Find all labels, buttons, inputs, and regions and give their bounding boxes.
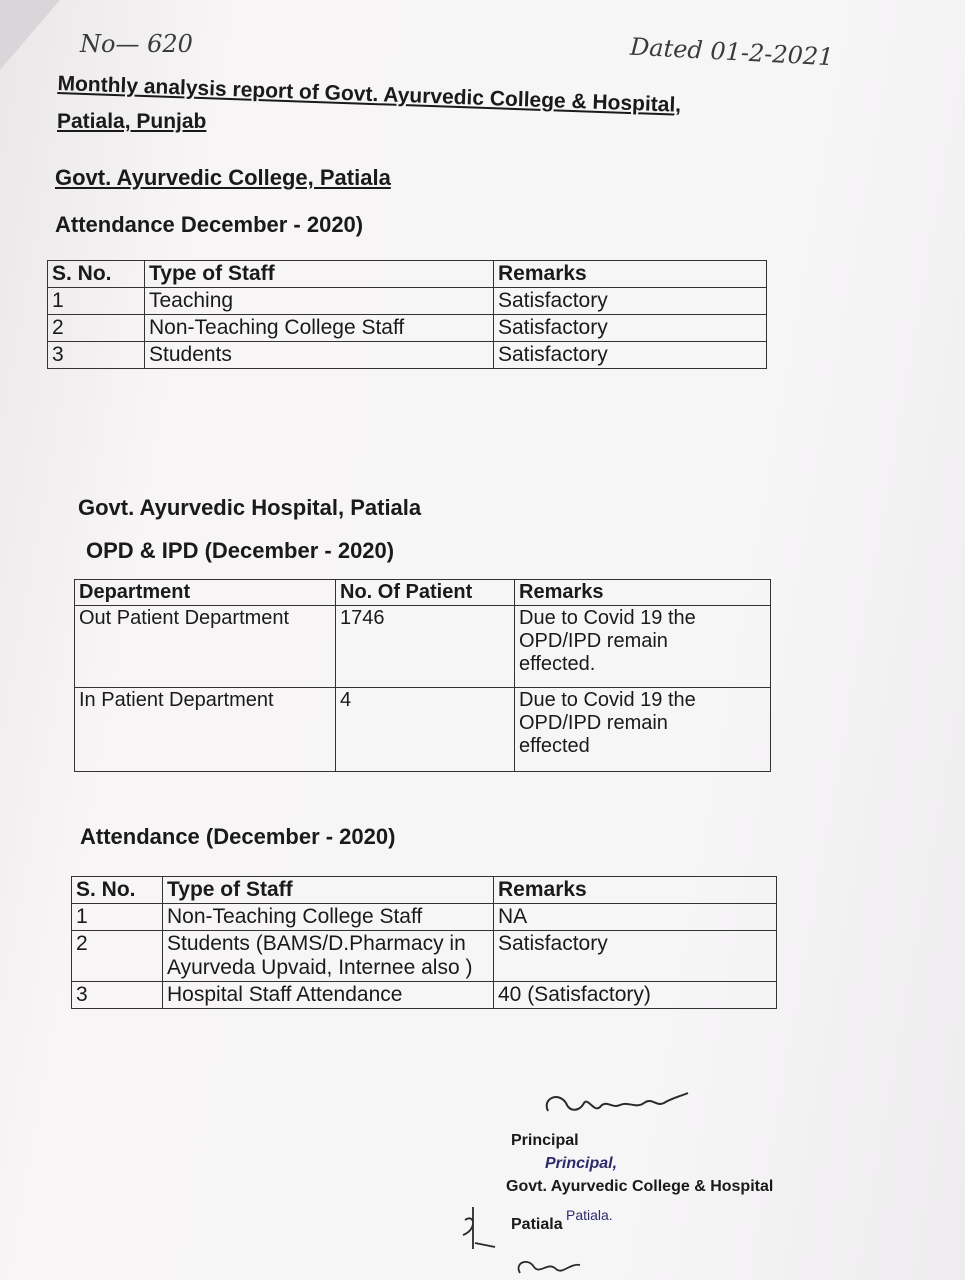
opd-ipd-heading: OPD & IPD (December - 2020) — [86, 538, 395, 563]
col-sno: S. No. — [48, 261, 145, 288]
cell-sno: 3 — [48, 342, 145, 369]
col-type: Type of Staff — [163, 877, 494, 904]
handwritten-ref-no: No— 620 — [80, 30, 193, 58]
initials-scribble — [455, 1205, 505, 1255]
cell-remarks: 40 (Satisfactory) — [494, 982, 777, 1009]
cell-sno: 2 — [48, 315, 145, 342]
cell-sno: 1 — [48, 288, 145, 315]
stamp-city: Patiala. — [566, 1207, 613, 1223]
cell-remarks: NA — [494, 904, 777, 931]
college-heading: Govt. Ayurvedic College, Patiala — [55, 165, 391, 190]
type-line: Ayurveda Upvaid, Internee also ) — [167, 956, 473, 979]
cell-type: Teaching — [145, 288, 494, 315]
hospital-attendance-heading: Attendance (December - 2020) — [80, 824, 396, 849]
cell-department: In Patient Department — [75, 688, 336, 772]
table-row — [48, 315, 767, 342]
stamp-title: Principal, — [545, 1155, 618, 1172]
table-header-row — [72, 877, 777, 904]
cell-type: Non-Teaching College Staff — [145, 315, 494, 342]
cell-remarks: Satisfactory — [494, 288, 767, 315]
cell-sno: 1 — [72, 904, 163, 931]
remarks-line: OPD/IPD remain — [519, 712, 668, 734]
col-sno: S. No. — [72, 877, 163, 904]
remarks-line: effected — [519, 735, 590, 757]
col-department: Department — [75, 580, 336, 606]
table-row — [75, 606, 771, 688]
cell-type — [163, 931, 494, 982]
folded-corner — [0, 0, 60, 70]
col-remarks: Remarks — [515, 580, 771, 606]
table-row — [48, 342, 767, 369]
college-attendance-table — [47, 260, 767, 369]
col-type: Type of Staff — [145, 261, 494, 288]
cell-sno: 3 — [72, 982, 163, 1009]
report-title: Monthly analysis report of Govt. Ayurvedic College & Hospital, — [57, 72, 682, 117]
col-patients: No. Of Patient — [336, 580, 515, 606]
cell-type: Students — [145, 342, 494, 369]
stamp-org: Govt. Ayurvedic College & Hospital — [506, 1178, 774, 1195]
cell-remarks: Satisfactory — [494, 315, 767, 342]
cell-remarks: Satisfactory — [494, 342, 767, 369]
table-row — [72, 982, 777, 1009]
cell-type: Non-Teaching College Staff — [163, 904, 494, 931]
opd-ipd-table — [74, 579, 771, 772]
report-title-line2: Patiala, Punjab — [57, 110, 207, 133]
type-line: Students (BAMS/D.Pharmacy in — [167, 932, 466, 955]
hospital-attendance-table — [71, 876, 777, 1009]
principal-designation: Principal — [511, 1132, 579, 1149]
city-label: Patiala — [511, 1216, 563, 1233]
table-header-row — [48, 261, 767, 288]
col-remarks: Remarks — [494, 877, 777, 904]
hospital-heading: Govt. Ayurvedic Hospital, Patiala — [78, 495, 422, 520]
college-attendance-heading: Attendance December - 2020) — [55, 212, 364, 237]
remarks-line: effected. — [519, 653, 596, 675]
cell-type: Hospital Staff Attendance — [163, 982, 494, 1009]
cell-patients: 1746 — [336, 606, 515, 688]
bottom-scribble — [510, 1255, 590, 1280]
table-row — [72, 904, 777, 931]
cell-remarks — [515, 606, 771, 688]
remarks-line: Due to Covid 19 the — [519, 689, 696, 711]
cell-remarks: Satisfactory — [494, 931, 777, 982]
cell-remarks — [515, 688, 771, 772]
remarks-line: OPD/IPD remain — [519, 630, 668, 652]
signature-scribble — [540, 1085, 700, 1125]
col-remarks: Remarks — [494, 261, 767, 288]
cell-sno: 2 — [72, 931, 163, 982]
cell-department: Out Patient Department — [75, 606, 336, 688]
cell-patients: 4 — [336, 688, 515, 772]
remarks-line: Due to Covid 19 the — [519, 607, 696, 629]
handwritten-date: Dated 01-2-2021 — [629, 32, 835, 72]
table-row — [75, 688, 771, 772]
table-row — [48, 288, 767, 315]
table-header-row — [75, 580, 771, 606]
table-row — [72, 931, 777, 982]
